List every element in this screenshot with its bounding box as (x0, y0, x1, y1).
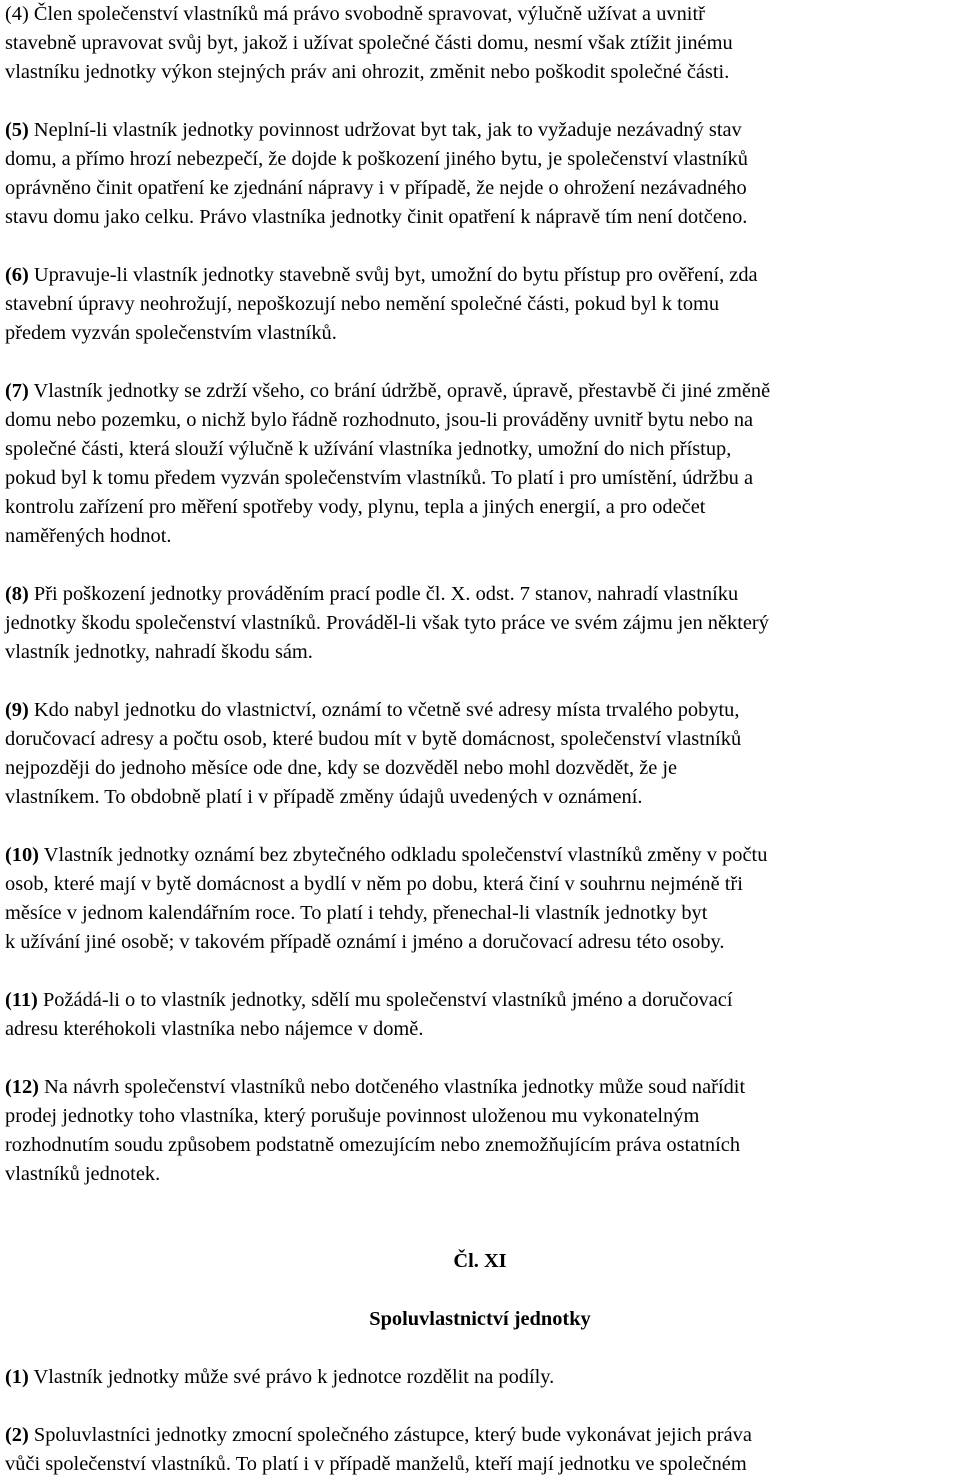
paragraph-number: (2) (5, 1424, 29, 1446)
paragraph-text: Kdo nabyl jednotku do vlastnictví, oznámí to včetně své adresy místa trvalého pobytu, doručovací adresy a počtu osob, které budou mít v bytě domácnost, společenství vlastníků nejpozději do jednoho měsíce ode dne, kdy se dozvěděl nebo mohl dozvědět, že je vlastníkem. To obdobně platí i v případě změny údajů uvedených v oznámení. (5, 699, 742, 808)
paragraph-11 (5, 986, 955, 1044)
article-title: Spoluvlastnictví jednotky (369, 1308, 591, 1330)
paragraph-text: (4) Člen společenství vlastníků má právo svobodně spravovat, výlučně užívat a uvnitř stavebně upravovat svůj byt, jakož i užívat společné části domu, nesmí však ztížit jinému vlastníku jednotky výkon stejných práv ani ohrozit, změnit nebo poškodit společné části. (5, 3, 733, 83)
paragraph-text: Vlastník jednotky se zdrží všeho, co brání údržbě, opravě, úpravě, přestavbě či jiné změně domu nebo pozemku, o nichž bylo řádně rozhodnuto, jsou-li prováděny uvnitř bytu nebo na společné části, která slouží výlučně k užívání vlastníka jednotky, umožní do nich přístup, pokud byl k tomu předem vyzván společenstvím vlastníků. To platí i pro umístění, údržbu a kontrolu zařízení pro měření spotřeby vody, plynu, tepla a jiných energií, a pro odečet naměřených hodnot. (5, 380, 771, 547)
paragraph-text: Vlastník jednotky oznámí bez zbytečného odkladu společenství vlastníků změny v počtu osob, které mají v bytě domácnost a bydlí v něm po dobu, která činí v souhrnu nejméně tři měsíce v jednom kalendářním roce. To platí i tehdy, přenechal-li vlastník jednotky byt k užívání jiné osobě; v takovém případě oznámí i jméno a doručovací adresu této osoby. (5, 844, 768, 953)
paragraph-number: (7) (5, 380, 29, 402)
paragraph-number: (1) (5, 1366, 29, 1388)
paragraph-text: Požádá-li o to vlastník jednotky, sdělí mu společenství vlastníků jméno a doručovací adresu kteréhokoli vlastníka nebo nájemce v domě. (5, 989, 733, 1040)
paragraph-text: Spoluvlastníci jednotky zmocní společného zástupce, který bude vykonávat jejich práva vůči společenství vlastníků. To platí i v případě manželů, kteří mají jednotku ve společném (5, 1424, 752, 1475)
paragraph-12 (5, 1073, 955, 1189)
paragraph-7 (5, 377, 955, 551)
paragraph-number: (9) (5, 699, 29, 721)
paragraph-text: Upravuje-li vlastník jednotky stavebně svůj byt, umožní do bytu přístup pro ověření, zda stavební úpravy neohrožují, nepoškozují nebo nemění společné části, pokud byl k tomu předem vyzván společenstvím vlastníků. (5, 264, 758, 344)
paragraph-6 (5, 261, 955, 348)
paragraph-8 (5, 580, 955, 667)
paragraph-number: (10) (5, 844, 39, 866)
paragraph-text: Neplní-li vlastník jednotky povinnost udržovat byt tak, jak to vyžaduje nezávadný stav domu, a přímo hrozí nebezpečí, že dojde k poškození jiného bytu, je společenství vlastníků oprávněno činit opatření ke zjednání nápravy i v případě, že nejde o ohrožení nezávadného stavu domu jako celku. Právo vlastníka jednotky činit opatření k nápravě tím není dotčeno. (5, 119, 748, 228)
paragraph-text: Na návrh společenství vlastníků nebo dotčeného vlastníka jednotky může soud nařídit prodej jednotky toho vlastníka, který porušuje povinnost uloženou mu vykonatelným rozhodnutím soudu způsobem podstatně omezujícím nebo znemožňujícím práva ostatních vlastníků jednotek. (5, 1076, 746, 1185)
paragraph-text: Při poškození jednotky prováděním prací podle čl. X. odst. 7 stanov, nahradí vlastníku jednotky škodu společenství vlastníků. Prováděl-li však tyto práce ve svém zájmu jen některý vlastník jednotky, nahradí škodu sám. (5, 583, 769, 663)
paragraph-number: (12) (5, 1076, 39, 1098)
article-paragraph-2 (5, 1421, 955, 1479)
paragraph-number: (6) (5, 264, 29, 286)
paragraph-number: (11) (5, 989, 38, 1011)
paragraph-number: (5) (5, 119, 29, 141)
article-paragraph-1 (5, 1363, 955, 1392)
paragraph-number: (8) (5, 583, 29, 605)
paragraph-4 (5, 0, 955, 87)
paragraph-text: Vlastník jednotky může své právo k jednotce rozdělit na podíly. (28, 1366, 555, 1388)
article-number: Čl. XI (453, 1250, 507, 1272)
paragraph-5 (5, 116, 955, 232)
document-page (5, 0, 955, 1479)
paragraph-9 (5, 696, 955, 812)
paragraph-10 (5, 841, 955, 957)
